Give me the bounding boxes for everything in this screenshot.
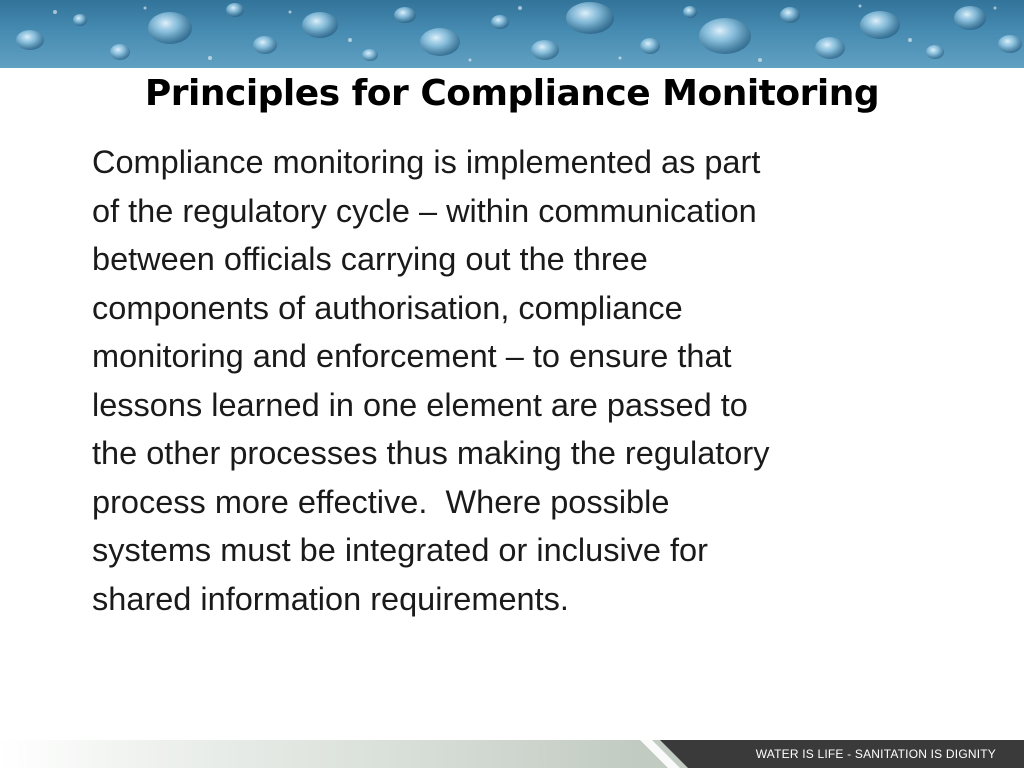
water-droplets-image xyxy=(0,0,1024,68)
slide-body-text: Compliance monitoring is implemented as part of the regulatory cycle – within communication between officials carrying out the three components of authorisation, compliance monitoring and enforcement – to ensure that lessons learned in one element are passed to the other processes thus making the regulatory process more effective. Where possible systems must be integrated or inclusive for shared information requirements. xyxy=(92,144,770,617)
slide-title: Principles for Compliance Monitoring xyxy=(144,73,880,114)
water-droplet-banner xyxy=(0,0,1024,68)
footer-bar xyxy=(0,740,1024,768)
footer-slogan: WATER IS LIFE - SANITATION IS DIGNITY xyxy=(755,747,996,761)
